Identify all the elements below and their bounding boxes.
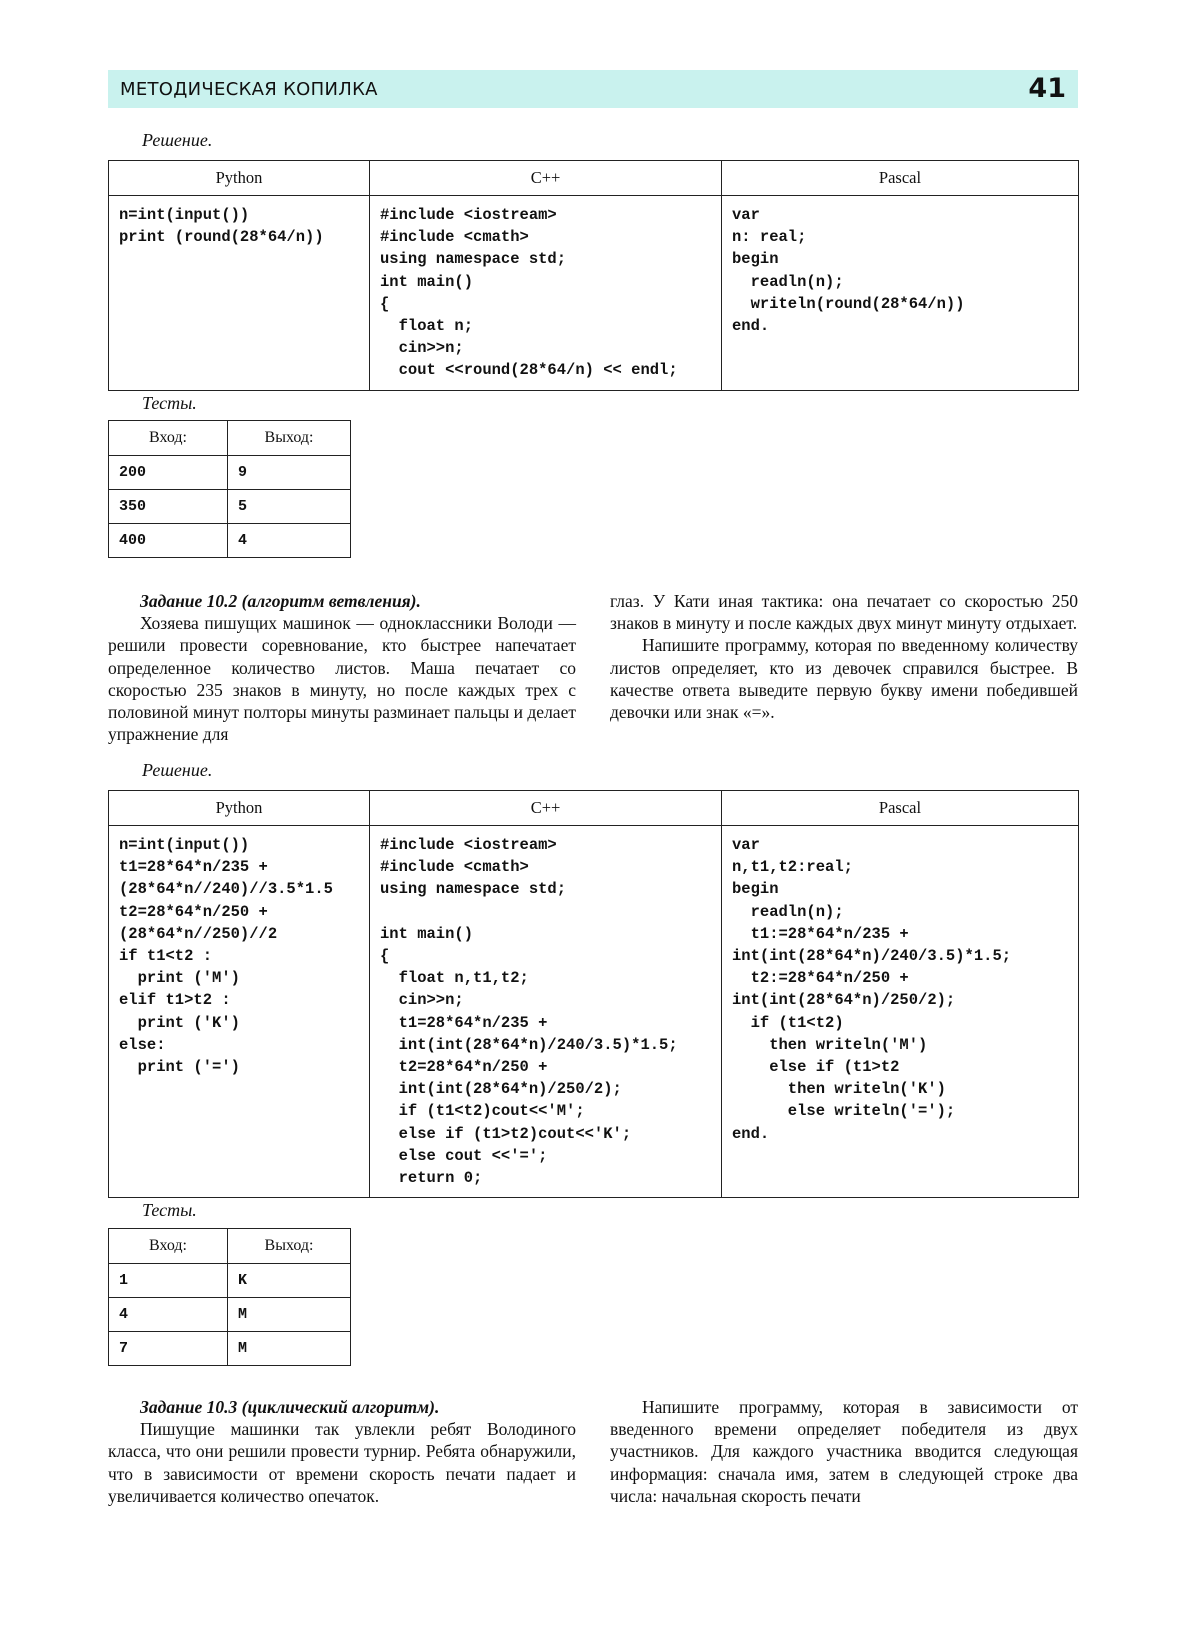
input-header: Вход:	[109, 421, 228, 456]
table-row	[109, 1298, 351, 1332]
test-input: 7	[109, 1332, 228, 1366]
python-cell	[109, 196, 370, 391]
table-row	[109, 456, 351, 490]
task2-left-column	[108, 590, 576, 745]
column-header-python: Python	[109, 161, 370, 196]
task2-right-text-1: глаз. У Кати иная тактика: она печатает со скоростью 250 знаков в минуту и после каждых двух минут минуту отдыхает.	[610, 591, 1078, 634]
task3-right-column	[610, 1396, 1078, 1507]
section-title: МЕТОДИЧЕСКАЯ КОПИЛКА	[120, 79, 378, 100]
task2-left-text: Хозяева пишущих машинок — одноклассники Володи — решили провести соревнование, кто быстрее напечатает определенное количество листов. Маша печатает со скоростью 235 знаков в минуту, но после каждых трех с половиной минут полторы минуты разминает пальцы и делает упражнение для	[108, 613, 576, 745]
solution-table-2	[108, 790, 1079, 1198]
test-output: M	[228, 1332, 351, 1366]
pascal-cell	[722, 196, 1079, 391]
page-number: 41	[1028, 73, 1066, 104]
cpp-code: #include <iostream> #include <cmath> using namespace std; int main() { float n; cin>>n; cout <<round(28*64/n) << endl;	[380, 206, 678, 380]
task2-right-text-2: Напишите программу, которая по введенному количеству листов определяет, кто из девочек справился быстрее. В качестве ответа выведите первую букву имени победившей девочки или знак «=».	[610, 635, 1078, 723]
test-output: M	[228, 1298, 351, 1332]
test-input: 1	[109, 1264, 228, 1298]
task2-right-column	[610, 590, 1078, 723]
task2-heading: Задание 10.2 (алгоритм ветвления).	[140, 591, 421, 611]
column-header-python: Python	[109, 791, 370, 826]
output-header: Выход:	[228, 421, 351, 456]
test-input: 200	[109, 456, 228, 490]
python-code: n=int(input()) print (round(28*64/n))	[119, 206, 324, 247]
cpp-cell	[370, 826, 722, 1198]
pascal-cell	[722, 826, 1079, 1198]
output-header: Выход:	[228, 1229, 351, 1264]
tests-label: Тесты.	[142, 1200, 197, 1220]
solution-label: Решение.	[142, 760, 213, 780]
solution-label: Решение.	[142, 130, 213, 150]
table-row	[109, 524, 351, 558]
task3-right-text: Напишите программу, которая в зависимости от введенного времени определяет победителя из двух участников. Для каждого участника вводится следующая информация: сначала имя, затем в следующей строке два числа: начальная скорость печати	[610, 1397, 1078, 1506]
pascal-code: var n,t1,t2:real; begin readln(n); t1:=28*64*n/235 + int(int(28*64*n)/240/3.5)*1.5; t2:=28*64*n/250 + int(int(28*64*n)/250/2); if (t1<t2) then writeln('M') else if (t1>t2 then writeln('K') else writeln('='); end.	[732, 836, 1012, 1143]
column-header-cpp: C++	[370, 161, 722, 196]
python-cell	[109, 826, 370, 1198]
tests-label: Тесты.	[142, 393, 197, 413]
input-header: Вход:	[109, 1229, 228, 1264]
table-header-row	[109, 161, 1079, 196]
test-output: 4	[228, 524, 351, 558]
test-input: 350	[109, 490, 228, 524]
pascal-code: var n: real; begin readln(n); writeln(round(28*64/n)) end.	[732, 206, 965, 336]
task3-heading: Задание 10.3 (циклический алгоритм).	[140, 1397, 440, 1417]
table-header-row	[109, 791, 1079, 826]
tests-table-2	[108, 1228, 351, 1366]
code-row	[109, 826, 1079, 1198]
test-output: 5	[228, 490, 351, 524]
table-row	[109, 490, 351, 524]
cpp-code: #include <iostream> #include <cmath> using namespace std; int main() { float n,t1,t2; cin>>n; t1=28*64*n/235 + int(int(28*64*n)/240/3.5)*1.5; t2=28*64*n/250 + int(int(28*64*n)/250/2); if (t1<t2)cout<<'M'; else if (t1>t2)cout<<'K'; else cout <<'='; return 0;	[380, 836, 678, 1188]
table-row	[109, 1332, 351, 1366]
solution-table-1	[108, 160, 1079, 391]
test-output: K	[228, 1264, 351, 1298]
test-input: 4	[109, 1298, 228, 1332]
table-row	[109, 1264, 351, 1298]
tests-header-row	[109, 1229, 351, 1264]
python-code: n=int(input()) t1=28*64*n/235 + (28*64*n//240)//3.5*1.5 t2=28*64*n/250 + (28*64*n//250)//2 if t1<t2 : print ('M') elif t1>t2 : print ('K') else: print ('=')	[119, 836, 333, 1077]
column-header-pascal: Pascal	[722, 161, 1079, 196]
tests-table-1	[108, 420, 351, 558]
task3-left-text: Пишущие машинки так увлекли ребят Володиного класса, что они решили провести турнир. Ребята обнаружили, что в зависимости от времени скорость печати падает и увеличивается количество опечаток.	[108, 1419, 576, 1506]
test-output: 9	[228, 456, 351, 490]
column-header-cpp: C++	[370, 791, 722, 826]
tests-header-row	[109, 421, 351, 456]
cpp-cell	[370, 196, 722, 391]
code-row	[109, 196, 1079, 391]
column-header-pascal: Pascal	[722, 791, 1079, 826]
page-header	[108, 70, 1078, 108]
task3-left-column	[108, 1396, 576, 1507]
test-input: 400	[109, 524, 228, 558]
